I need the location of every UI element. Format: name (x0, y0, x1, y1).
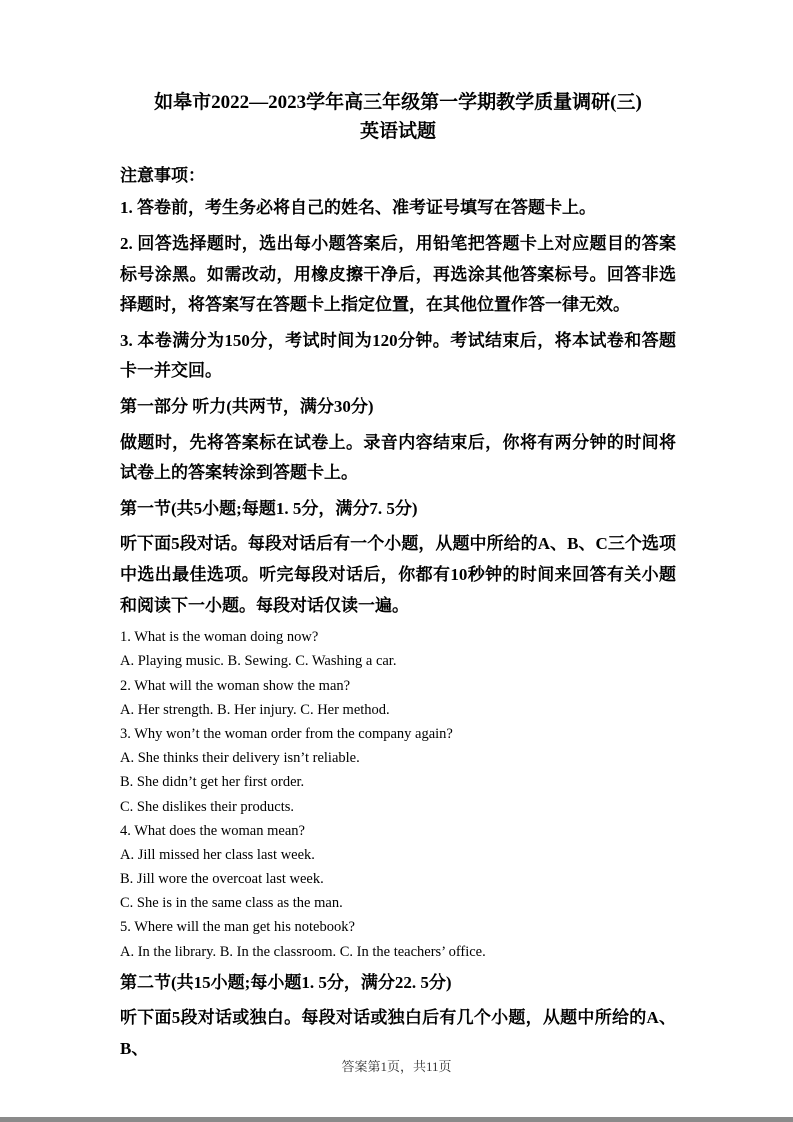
question-text: 5. Where will the man get his notebook? (120, 919, 355, 936)
question-text: 2. What will the woman show the man? (120, 677, 351, 694)
question-option-b: B. Jill wore the overcoat last week. (120, 871, 324, 888)
page-footer: 答案第1页，共11页 (341, 1059, 452, 1074)
part1-header: 第一部分 听力(共两节，满分30分) (120, 397, 374, 417)
question-option-b: B. She didn’t get her first order. (120, 774, 305, 791)
question-3 (120, 723, 676, 819)
question-option-a: A. Jill missed her class last week. (120, 846, 315, 863)
question-4 (120, 820, 676, 916)
question-5 (120, 916, 676, 963)
notice-item-1: 1. 答卷前，考生务必将自己的姓名、准考证号填写在答题卡上。 (120, 198, 596, 218)
question-text: 3. Why won’t the woman order from the company again? (120, 725, 453, 742)
page-content (120, 88, 676, 1070)
part1-intro: 做题时，先将答案标在试卷上。录音内容结束后，你将有两分钟的时间将试卷上的答案转涂到答题卡上。 (120, 432, 676, 483)
question-options: A. Her strength. B. Her injury. C. Her method. (120, 701, 390, 718)
question-text: 4. What does the woman mean? (120, 822, 305, 839)
page-bottom-edge (0, 1117, 793, 1122)
section2-header: 第二节(共15小题;每小题1. 5分，满分22. 5分) (120, 972, 452, 992)
exam-subtitle: 英语试题 (359, 121, 436, 143)
section1-intro: 听下面5段对话。每段对话后有一个小题，从题中所给的A、B、C三个选项中选出最佳选项。听完每段对话后，你都有10秒钟的时间来回答有关小题和阅读下一小题。每段对话仅读一遍。 (120, 534, 676, 615)
question-2 (120, 675, 676, 722)
question-option-a: A. She thinks their delivery isn’t reliable. (120, 750, 360, 767)
notice-item-3: 3. 本卷满分为150分，考试时间为120分钟。考试结束后，将本试卷和答题卡一并交回。 (120, 330, 676, 381)
notice-item-2: 2. 回答选择题时，选出每小题答案后，用铅笔把答题卡上对应题目的答案标号涂黑。如需改动，用橡皮擦干净后，再选涂其他答案标号。回答非选择题时，将答案写在答题卡上指定位置，在其他位置作答一律无效。 (120, 234, 676, 315)
question-option-c: C. She dislikes their products. (120, 798, 294, 815)
question-options: A. In the library. B. In the classroom. C. In the teachers’ office. (120, 943, 486, 960)
question-options: A. Playing music. B. Sewing. C. Washing a car. (120, 653, 397, 670)
exam-title: 如皋市2022—2023学年高三年级第一学期教学质量调研(三) (154, 92, 642, 113)
notice-header: 注意事项： (120, 165, 205, 185)
section1-header: 第一节(共5小题;每题1. 5分，满分7. 5分) (120, 498, 418, 518)
section2-intro: 听下面5段对话或独白。每段对话或独白后有几个小题，从题中所给的A、B、 (120, 1008, 676, 1058)
question-text: 1. What is the woman doing now? (120, 629, 319, 646)
question-1 (120, 626, 676, 673)
question-option-c: C. She is in the same class as the man. (120, 895, 343, 912)
